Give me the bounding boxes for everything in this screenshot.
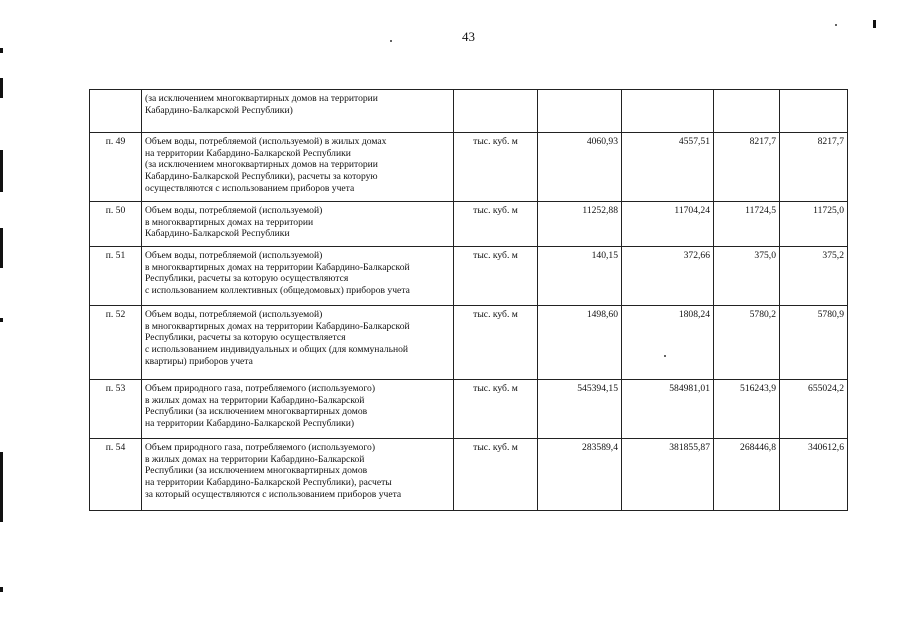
indicator-table: [89, 89, 848, 511]
description-line: (за исключением многоквартирных домов на территории: [145, 93, 378, 104]
description-line: Объем воды, потребляемой (используемой): [145, 250, 323, 261]
description-line: с использованием коллективных (общедомовых) приборов учета: [145, 285, 410, 297]
description-line: на территории Кабардино-Балкарской Республики), расчеты: [145, 477, 392, 489]
scan-mark: [0, 318, 3, 322]
description-line: Объем природного газа, потребляемого (используемого): [145, 442, 376, 453]
value-cell-3: 5780,2: [714, 306, 780, 380]
row-number-cell: п. 49: [90, 133, 142, 202]
value-cell-3: 516243,9: [714, 380, 780, 439]
value-cell-2: 372,66: [622, 247, 714, 306]
scan-mark: [0, 78, 3, 98]
description-line: (за исключением многоквартирных домов на территории: [145, 159, 378, 171]
value-cell-1: 1498,60: [538, 306, 622, 380]
value-cell-1: 4060,93: [538, 133, 622, 202]
description-line: Республики (за исключением многоквартирных домов: [145, 406, 368, 418]
description-line: квартиры) приборов учета: [145, 355, 253, 367]
description-line: на территории Кабардино-Балкарской Республики): [145, 418, 355, 430]
value-cell-2: 584981,01: [622, 380, 714, 439]
row-number-cell: п. 52: [90, 306, 142, 380]
scan-dot: [835, 24, 837, 26]
value-cell-1: 545394,15: [538, 380, 622, 439]
value-cell-4: 11725,0: [780, 202, 848, 247]
description-cell: [142, 247, 454, 306]
description-line: Республики (за исключением многоквартирных домов: [145, 465, 368, 477]
description-line: Объем воды, потребляемой (используемой) в жилых домах: [145, 136, 387, 147]
value-cell-4: 5780,9: [780, 306, 848, 380]
unit-cell: тыс. куб. м: [454, 247, 538, 306]
value-cell-2: 1808,24: [622, 306, 714, 380]
description-line: в многоквартирных домах на территории: [145, 216, 314, 228]
description-cell: [142, 306, 454, 380]
description-line: на территории Кабардино-Балкарской Республики: [145, 147, 351, 159]
row-number-cell: п. 50: [90, 202, 142, 247]
description-line: Кабардино-Балкарской Республики: [145, 228, 290, 240]
value-cell-3: 375,0: [714, 247, 780, 306]
value-cell-1: 140,15: [538, 247, 622, 306]
value-cell-2: 381855,87: [622, 439, 714, 511]
unit-cell: тыс. куб. м: [454, 439, 538, 511]
value-cell-3: 268446,8: [714, 439, 780, 511]
description-cell: [142, 202, 454, 247]
value-cell-3: 8217,7: [714, 133, 780, 202]
description-line: Кабардино-Балкарской Республики), расчеты за которую: [145, 171, 378, 183]
page-number: 43: [462, 29, 475, 44]
table-row: [90, 247, 848, 306]
value-cell-4: 340612,6: [780, 439, 848, 511]
table-row: [90, 439, 848, 511]
unit-cell: тыс. куб. м: [454, 202, 538, 247]
description-line: Объем природного газа, потребляемого (используемого): [145, 383, 376, 394]
row-number-cell: п. 53: [90, 380, 142, 439]
table-row: [90, 202, 848, 247]
scan-mark: [0, 452, 3, 522]
unit-cell: тыс. куб. м: [454, 380, 538, 439]
description-cell: [142, 380, 454, 439]
value-cell-2: [622, 90, 714, 133]
value-cell-4: 8217,7: [780, 133, 848, 202]
description-line: Республики, расчеты за которую осуществляются: [145, 273, 349, 285]
description-cell: [142, 439, 454, 511]
description-line: с использованием индивидуальных и общих (для коммунальной: [145, 344, 409, 356]
scan-mark: [873, 20, 876, 28]
scan-mark: [0, 48, 3, 53]
description-line: Объем воды, потребляемой (используемой): [145, 309, 323, 320]
description-line: в многоквартирных домах на территории Кабардино-Балкарской: [145, 261, 410, 273]
unit-cell: тыс. куб. м: [454, 133, 538, 202]
description-line: в многоквартирных домах на территории Кабардино-Балкарской: [145, 320, 410, 332]
value-cell-2: 4557,51: [622, 133, 714, 202]
scan-mark: [0, 587, 3, 592]
value-cell-3: [714, 90, 780, 133]
row-number-cell: [90, 90, 142, 133]
description-line: в жилых домах на территории Кабардино-Балкарской: [145, 394, 365, 406]
description-line: осуществляются с использованием приборов учета: [145, 182, 355, 194]
table-row: [90, 380, 848, 439]
unit-cell: тыс. куб. м: [454, 306, 538, 380]
value-cell-2: 11704,24: [622, 202, 714, 247]
description-cell: [142, 133, 454, 202]
description-line: за который осуществляются с использованием приборов учета: [145, 488, 402, 500]
scan-mark: [0, 150, 3, 192]
scan-dot: [390, 40, 392, 42]
value-cell-1: 283589,4: [538, 439, 622, 511]
value-cell-4: 655024,2: [780, 380, 848, 439]
table-row: [90, 90, 848, 133]
unit-cell: [454, 90, 538, 133]
value-cell-4: 375,2: [780, 247, 848, 306]
description-line: в жилых домах на территории Кабардино-Балкарской: [145, 453, 365, 465]
description-line: Республики, расчеты за которую осуществляется: [145, 332, 346, 344]
table-row: [90, 133, 848, 202]
description-cell: [142, 90, 454, 133]
value-cell-1: [538, 90, 622, 133]
table-row: [90, 306, 848, 380]
description-line: Кабардино-Балкарской Республики): [145, 104, 293, 116]
row-number-cell: п. 54: [90, 439, 142, 511]
description-line: Объем воды, потребляемой (используемой): [145, 205, 323, 216]
value-cell-4: [780, 90, 848, 133]
value-cell-3: 11724,5: [714, 202, 780, 247]
row-number-cell: п. 51: [90, 247, 142, 306]
scan-mark: [0, 228, 3, 268]
value-cell-1: 11252,88: [538, 202, 622, 247]
